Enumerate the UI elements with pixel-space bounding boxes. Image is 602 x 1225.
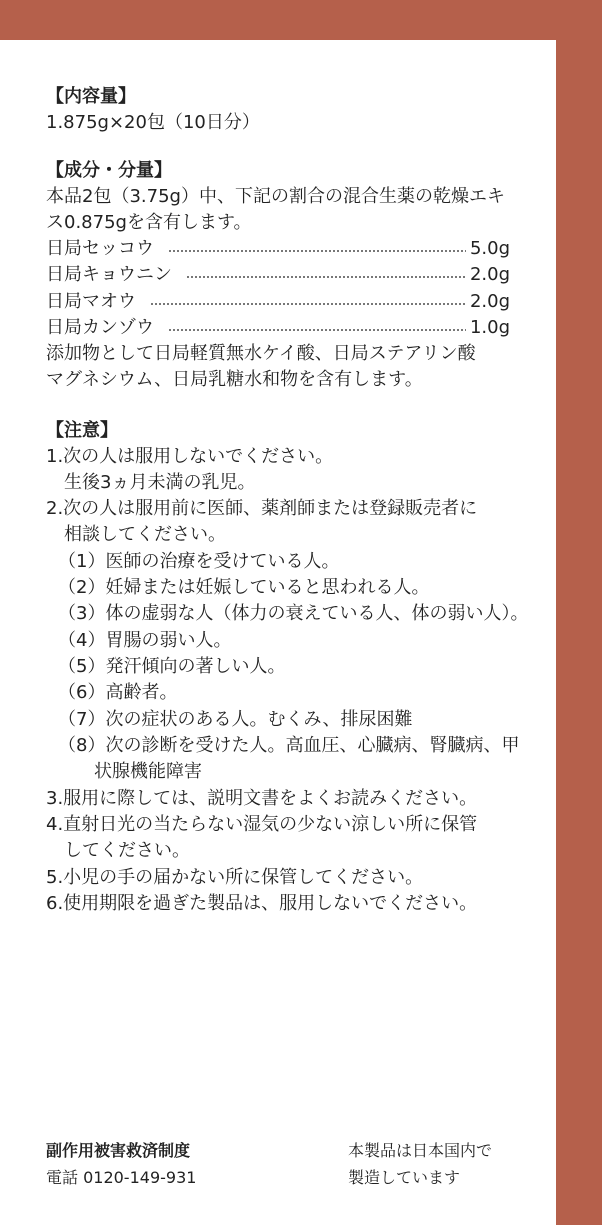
leader-dots xyxy=(186,276,466,278)
contents-heading: 【内容量】 xyxy=(46,86,136,107)
ingredient-amount: 2.0g xyxy=(469,264,510,285)
ingredient-row xyxy=(46,315,510,341)
additives-line-1: 添加物として日局軽質無水ケイ酸、日局ステアリン酸 xyxy=(46,343,476,364)
caution-line: 4.直射日光の当たらない湿気の少ない涼しい所に保管 xyxy=(46,814,478,835)
ingredient-row xyxy=(46,236,510,262)
leader-dots xyxy=(168,250,466,252)
leader-dots xyxy=(168,329,466,331)
ingredients-heading: 【成分・分量】 xyxy=(46,160,172,181)
caution-line: 相談してください。 xyxy=(64,524,226,545)
caution-line: （3）体の虚弱な人（体力の衰えている人、体の弱い人）。 xyxy=(58,603,529,624)
caution-line: （4）胃腸の弱い人。 xyxy=(58,630,232,651)
ingredient-row xyxy=(46,289,510,315)
ingredient-amount: 1.0g xyxy=(469,317,510,338)
ingredients-intro-line-1: 本品2包（3.75g）中、下記の割合の混合生薬の乾燥エキ xyxy=(46,186,505,207)
ingredient-name: 日局カンゾウ xyxy=(46,317,154,338)
ingredient-name: 日局マオウ xyxy=(46,291,136,312)
caution-line: 5.小児の手の届かない所に保管してください。 xyxy=(46,867,424,888)
ingredient-amount: 2.0g xyxy=(469,291,510,312)
ingredients-intro-line-2: ス0.875gを含有します。 xyxy=(46,212,252,233)
additives-line-2: マグネシウム、日局乳糖水和物を含有します。 xyxy=(46,369,423,390)
caution-line: 6.使用期限を過ぎた製品は、服用しないでください。 xyxy=(46,893,478,914)
caution-line: （2）妊婦または妊娠していると思われる人。 xyxy=(58,577,430,598)
caution-line: 状腺機能障害 xyxy=(94,761,202,782)
caution-line: （1）医師の治療を受けている人。 xyxy=(58,551,340,572)
caution-line: （5）発汗傾向の著しい人。 xyxy=(58,656,286,677)
caution-line: （8）次の診断を受けた人。高血圧、心臓病、腎臓病、甲 xyxy=(58,735,520,756)
caution-line: 1.次の人は服用しないでください。 xyxy=(46,446,334,467)
top-accent-band xyxy=(0,0,556,40)
right-accent-band xyxy=(556,0,602,1225)
caution-line: 2.次の人は服用前に医師、薬剤師または登録販売者に xyxy=(46,498,478,519)
made-in-japan-line-2: 製造しています xyxy=(348,1168,461,1187)
caution-line: 生後3ヵ月未満の乳児。 xyxy=(64,472,256,493)
ingredient-row xyxy=(46,262,510,288)
ingredient-amount: 5.0g xyxy=(469,238,510,259)
made-in-japan-line-1: 本製品は日本国内で xyxy=(348,1141,493,1160)
relief-phone: 電話 0120-149-931 xyxy=(46,1168,197,1187)
caution-line: してください。 xyxy=(64,840,190,861)
cautions-heading: 【注意】 xyxy=(46,420,118,441)
relief-system-title: 副作用被害救済制度 xyxy=(46,1141,191,1160)
ingredient-name: 日局セッコウ xyxy=(46,238,154,259)
caution-line: 3.服用に際しては、説明文書をよくお読みください。 xyxy=(46,788,478,809)
leader-dots xyxy=(150,303,466,305)
caution-line: （7）次の症状のある人。むくみ、排尿困難 xyxy=(58,709,413,730)
caution-line: （6）高齢者。 xyxy=(58,682,178,703)
ingredient-name: 日局キョウニン xyxy=(46,264,172,285)
contents-value: 1.875g×20包（10日分） xyxy=(46,112,260,133)
